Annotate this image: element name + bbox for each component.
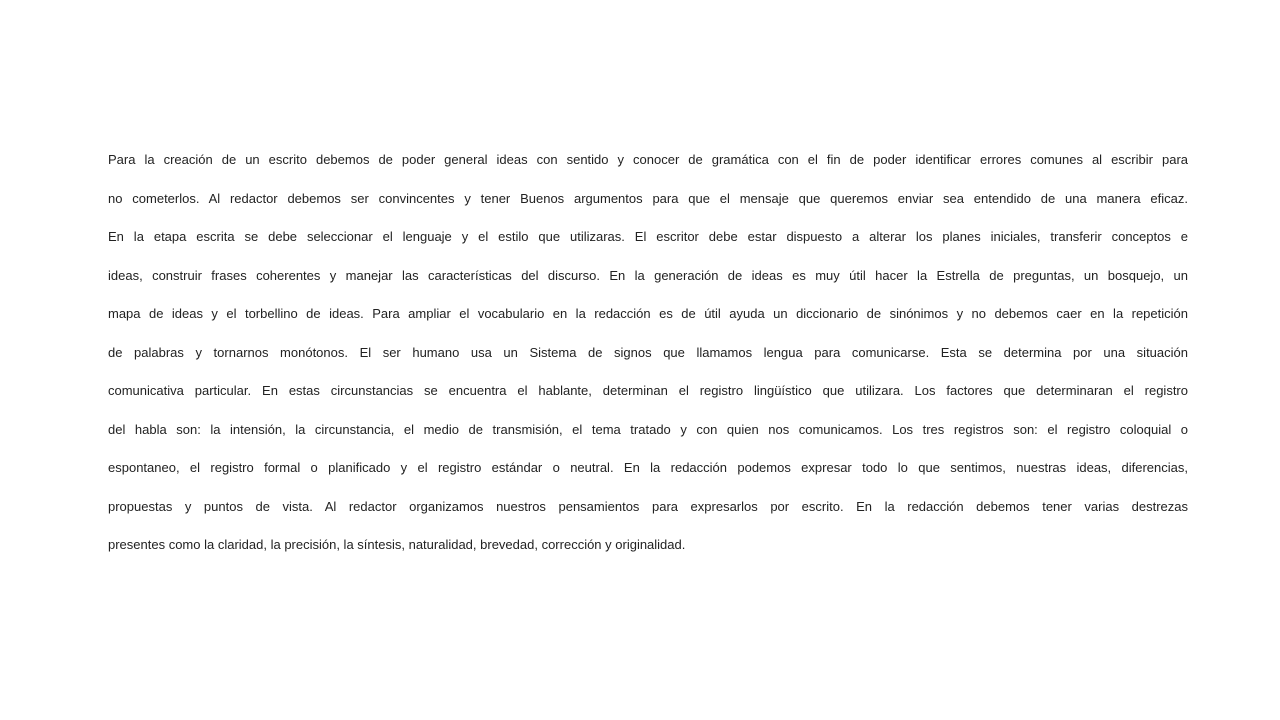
paragraph-line-4: ideas, construir frases coherentes y manejar las características del discurso. En la generación de ideas es muy útil hacer la Estrella de preguntas, un bosquejo, un: [108, 267, 1188, 283]
paragraph-line-10: propuestas y puntos de vista. Al redactor organizamos nuestros pensamientos para expresarlos por escrito. En la redacción debemos tener varias destrezas: [108, 498, 1188, 514]
paragraph-line-11: presentes como la claridad, la precisión, la síntesis, naturalidad, brevedad, corrección y originalidad.: [108, 537, 686, 552]
paragraph-line-8: del habla son: la intensión, la circunstancia, el medio de transmisión, el tema tratado y con quien nos comunicamos. Los tres registros son: el registro coloquial o: [108, 421, 1188, 437]
body-paragraph: [108, 150, 1188, 574]
paragraph-line-1: Para la creación de un escrito debemos de poder general ideas con sentido y conocer de gramática con el fin de poder identificar errores comunes al escribir para: [108, 152, 1188, 167]
paragraph-line-7: comunicativa particular. En estas circunstancias se encuentra el hablante, determinan el registro lingüístico que utilizara. Los factores que determinaran el registro: [108, 383, 1188, 398]
paragraph-line-5: mapa de ideas y el torbellino de ideas. Para ampliar el vocabulario en la redacción es de útil ayuda un diccionario de sinónimos y no debemos caer en la repetición: [108, 306, 1188, 321]
paragraph-line-9: espontaneo, el registro formal o planificado y el registro estándar o neutral. En la redacción podemos expresar todo lo que sentimos, nuestras ideas, diferencias,: [108, 460, 1188, 475]
paragraph-line-3: En la etapa escrita se debe seleccionar el lenguaje y el estilo que utilizaras. El escritor debe estar dispuesto a alterar los planes iniciales, transferir conceptos e: [108, 229, 1188, 244]
paragraph-line-6: de palabras y tornarnos monótonos. El ser humano usa un Sistema de signos que llamamos lengua para comunicarse. Esta se determina por una situación: [108, 344, 1188, 360]
paragraph-line-2: no cometerlos. Al redactor debemos ser convincentes y tener Buenos argumentos para que el mensaje que queremos enviar sea entendido de una manera eficaz.: [108, 190, 1188, 206]
